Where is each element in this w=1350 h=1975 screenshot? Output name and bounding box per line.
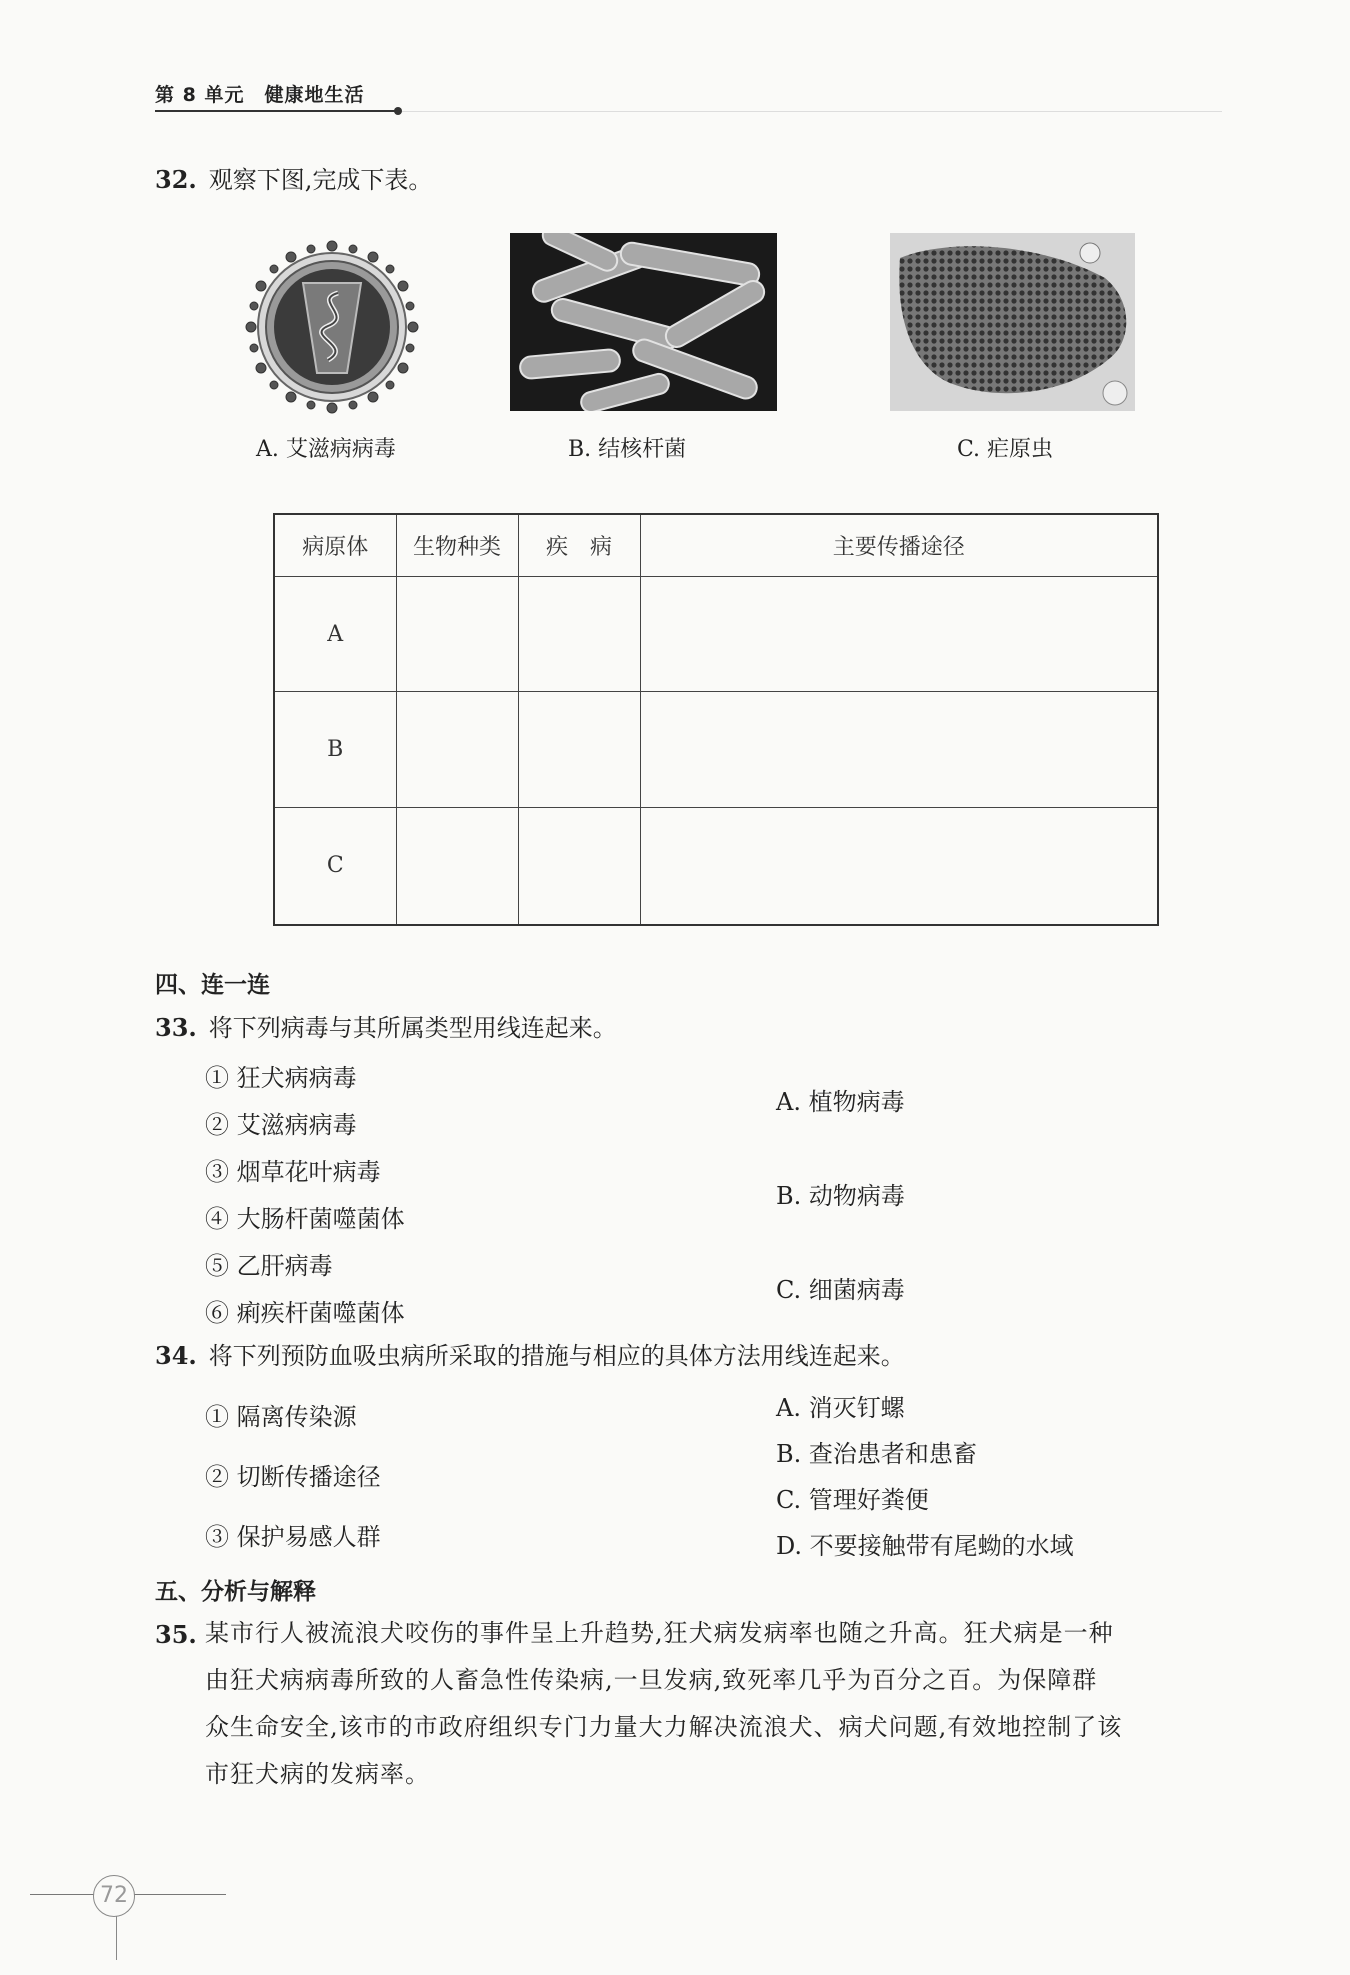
answer-cell[interactable]	[640, 577, 1158, 692]
table-row	[274, 807, 1158, 925]
tuberculosis-image	[510, 233, 777, 411]
row-label: B	[274, 692, 396, 807]
match-right-item: A. 消灭钉螺	[776, 1394, 905, 1422]
match-left-item: ⑥ 痢疾杆菌噬菌体	[205, 1299, 405, 1327]
table-header: 病原体	[274, 514, 396, 577]
table-row	[274, 577, 1158, 692]
pathogen-table	[273, 513, 1159, 926]
match-right-item: C. 细菌病毒	[776, 1276, 905, 1304]
match-right-item: B. 查治患者和患畜	[776, 1440, 977, 1468]
match-left-item: ② 艾滋病病毒	[205, 1111, 357, 1139]
section-title: 四、连一连	[155, 972, 270, 998]
question-number: 32.	[155, 165, 197, 194]
caption-a: A. 艾滋病病毒	[256, 437, 396, 462]
caption-c: C. 疟原虫	[957, 437, 1054, 462]
question-text: 将下列预防血吸虫病所采取的措施与相应的具体方法用线连起来。	[208, 1342, 905, 1370]
table-header: 疾 病	[518, 514, 640, 577]
question-35	[155, 1617, 197, 1653]
question-text: 观察下图,完成下表。	[208, 166, 433, 194]
match-right-item: D. 不要接触带有尾蚴的水域	[776, 1532, 1074, 1560]
plasmodium-image	[890, 233, 1135, 411]
answer-cell[interactable]	[518, 577, 640, 692]
hiv-virus-image	[243, 238, 421, 416]
match-right-item: B. 动物病毒	[776, 1182, 905, 1210]
match-left-item: ② 切断传播途径	[205, 1463, 381, 1491]
match-left-item: ⑤ 乙肝病毒	[205, 1252, 333, 1280]
answer-cell[interactable]	[640, 807, 1158, 925]
paragraph-line: 众生命安全,该市的市政府组织专门力量大力解决流浪犬、病犬问题,有效地控制了该	[205, 1713, 1123, 1741]
answer-cell[interactable]	[518, 692, 640, 807]
table-header: 生物种类	[396, 514, 518, 577]
header-dot	[394, 107, 402, 115]
row-label: C	[274, 807, 396, 925]
question-35-body	[205, 1610, 1122, 1798]
page-number: 72	[93, 1875, 135, 1917]
header-rule-light	[402, 111, 1222, 112]
table-row	[274, 692, 1158, 807]
question-34	[155, 1338, 905, 1374]
paragraph-line: 市狂犬病的发病率。	[205, 1760, 430, 1788]
answer-cell[interactable]	[640, 692, 1158, 807]
question-32	[155, 162, 432, 198]
match-right-item: C. 管理好粪便	[776, 1486, 929, 1514]
paragraph-line: 某市行人被流浪犬咬伤的事件呈上升趋势,狂犬病发病率也随之升高。狂犬病是一种	[205, 1619, 1114, 1647]
answer-cell[interactable]	[396, 807, 518, 925]
question-33	[155, 1010, 617, 1046]
match-left-item: ③ 保护易感人群	[205, 1523, 381, 1551]
answer-cell[interactable]	[396, 577, 518, 692]
match-left-item: ① 狂犬病病毒	[205, 1064, 357, 1092]
section-title: 五、分析与解释	[155, 1579, 316, 1605]
answer-cell[interactable]	[518, 807, 640, 925]
row-label: A	[274, 577, 396, 692]
table-header: 主要传播途径	[640, 514, 1158, 577]
match-left-item: ④ 大肠杆菌噬菌体	[205, 1205, 405, 1233]
match-right-item: A. 植物病毒	[776, 1088, 905, 1116]
question-number: 33.	[155, 1013, 197, 1042]
answer-cell[interactable]	[396, 692, 518, 807]
caption-b: B. 结核杆菌	[568, 437, 687, 462]
table-header-row	[274, 514, 1158, 577]
question-number: 34.	[155, 1341, 197, 1370]
question-text: 将下列病毒与其所属类型用线连起来。	[208, 1014, 617, 1042]
match-left-item: ① 隔离传染源	[205, 1403, 357, 1431]
paragraph-line: 由狂犬病病毒所致的人畜急性传染病,一旦发病,致死率几乎为百分之百。为保障群	[205, 1666, 1098, 1694]
question-number: 35.	[155, 1620, 197, 1649]
match-left-item: ③ 烟草花叶病毒	[205, 1158, 381, 1186]
unit-header: 第 8 单元 健康地生活	[155, 84, 365, 106]
header-rule	[155, 110, 400, 112]
